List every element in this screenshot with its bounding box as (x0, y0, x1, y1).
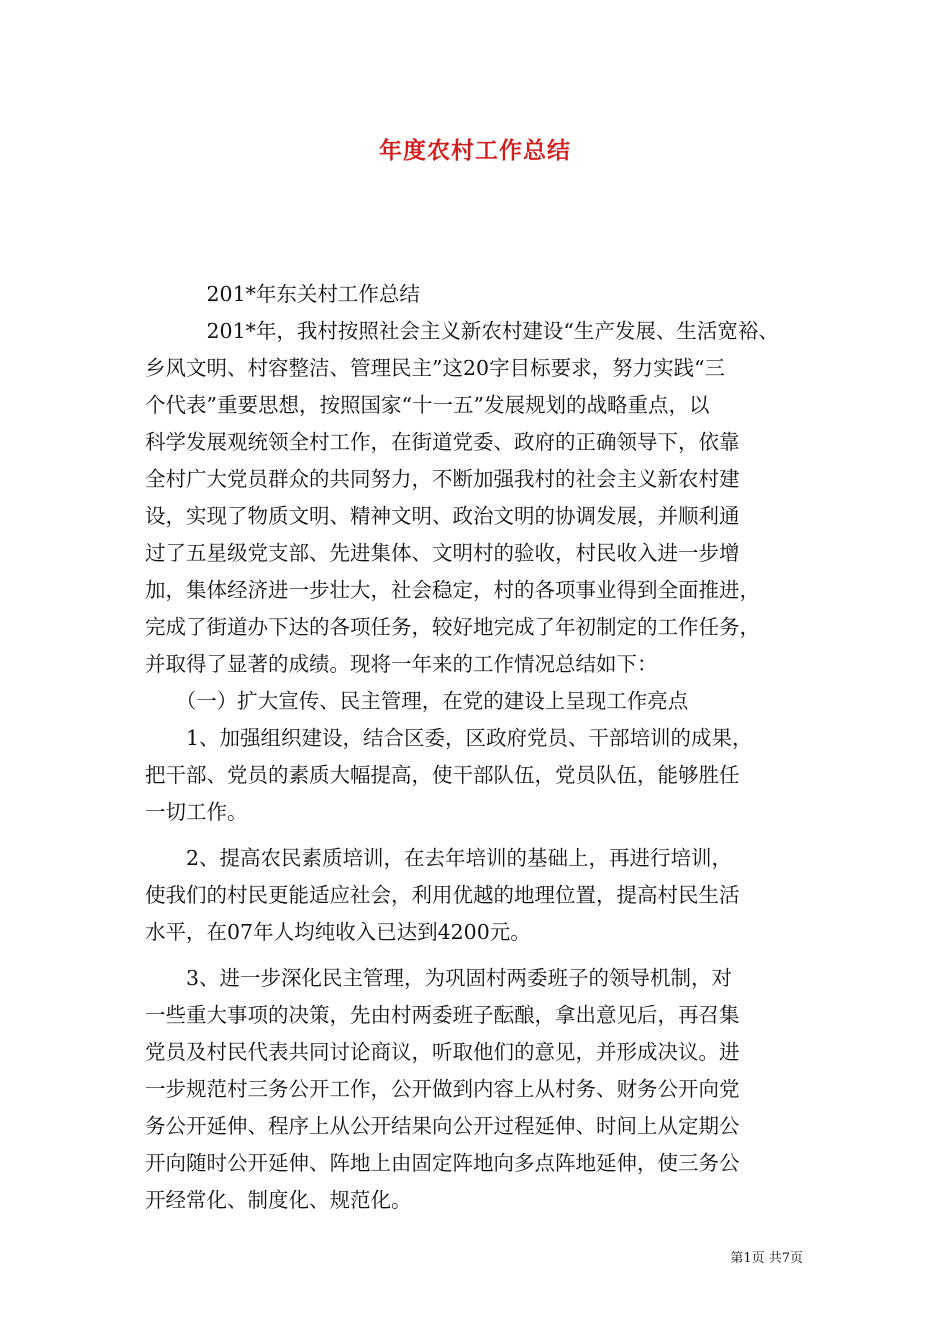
text-line: 201*年东关村工作总结 (145, 282, 420, 306)
text-line: 并取得了显著的成绩。现将一年来的工作情况总结如下： (145, 652, 658, 676)
paragraph-gap (145, 951, 805, 960)
text-line: 过了五星级党支部、先进集体、文明村的验收，村民收入进一步增 (145, 541, 740, 565)
text-line: 一些重大事项的决策，先由村两委班子酝酿，拿出意见后，再召集 (145, 1003, 740, 1027)
text-line: 一步规范村三务公开工作，公开做到内容上从村务、财务公开向党 (145, 1077, 740, 1101)
text-line: 党员及村民代表共同讨论商议，听取他们的意见，并形成决议。进 (145, 1040, 740, 1064)
page-number: 第1页 共7页 (730, 1251, 803, 1266)
text-line: 全村广大党员群众的共同努力，不断加强我村的社会主义新农村建 (145, 467, 740, 491)
text-line: 完成了街道办下达的各项任务，较好地完成了年初制定的工作任务， (145, 615, 760, 639)
text-line: 加，集体经济进一步壮大，社会稳定，村的各项事业得到全面推进， (145, 578, 760, 602)
text-line: 使我们的村民更能适应社会，利用优越的地理位置，提高村民生活 (145, 883, 740, 907)
text-line: 务公开延伸、程序上从公开结果向公开过程延伸、时间上从定期公 (145, 1114, 740, 1138)
text-line: 科学发展观统领全村工作，在街道党委、政府的正确领导下，依靠 (145, 430, 740, 454)
text-line: 1、加强组织建设，结合区委，区政府党员、干部培训的成果， (145, 726, 753, 750)
section-heading: （一）扩大宣传、民主管理，在党的建设上呈现工作亮点 (145, 689, 689, 713)
text-line: 3、进一步深化民主管理，为巩固村两委班子的领导机制，对 (145, 966, 733, 990)
document-body (145, 276, 805, 1219)
text-line: 开向随时公开延伸、阵地上由固定阵地向多点阵地延伸，使三务公 (145, 1151, 740, 1175)
text-line: 开经常化、制度化、规范化。 (145, 1188, 412, 1212)
text-line: 把干部、党员的素质大幅提高，使干部队伍，党员队伍，能够胜任 (145, 763, 740, 787)
page-title: 年度农村工作总结 (379, 138, 571, 164)
text-line: 2、提高农民素质培训，在去年培训的基础上，再进行培训， (145, 846, 733, 870)
text-line: 201*年，我村按照社会主义新农村建设“生产发展、生活宽裕、 (145, 319, 779, 343)
text-line: 设，实现了物质文明、精神文明、政治文明的协调发展，并顺利通 (145, 504, 740, 528)
text-line: 水平，在07年人均纯收入已达到4200元。 (145, 920, 531, 944)
paragraph-gap (145, 831, 805, 840)
text-line: 一切工作。 (145, 800, 248, 824)
text-line: 个代表”重要思想，按照国家“十一五”发展规划的战略重点，以 (145, 393, 710, 417)
text-line: 乡风文明、村容整洁、管理民主”这20字目标要求，努力实践“三 (145, 356, 726, 380)
